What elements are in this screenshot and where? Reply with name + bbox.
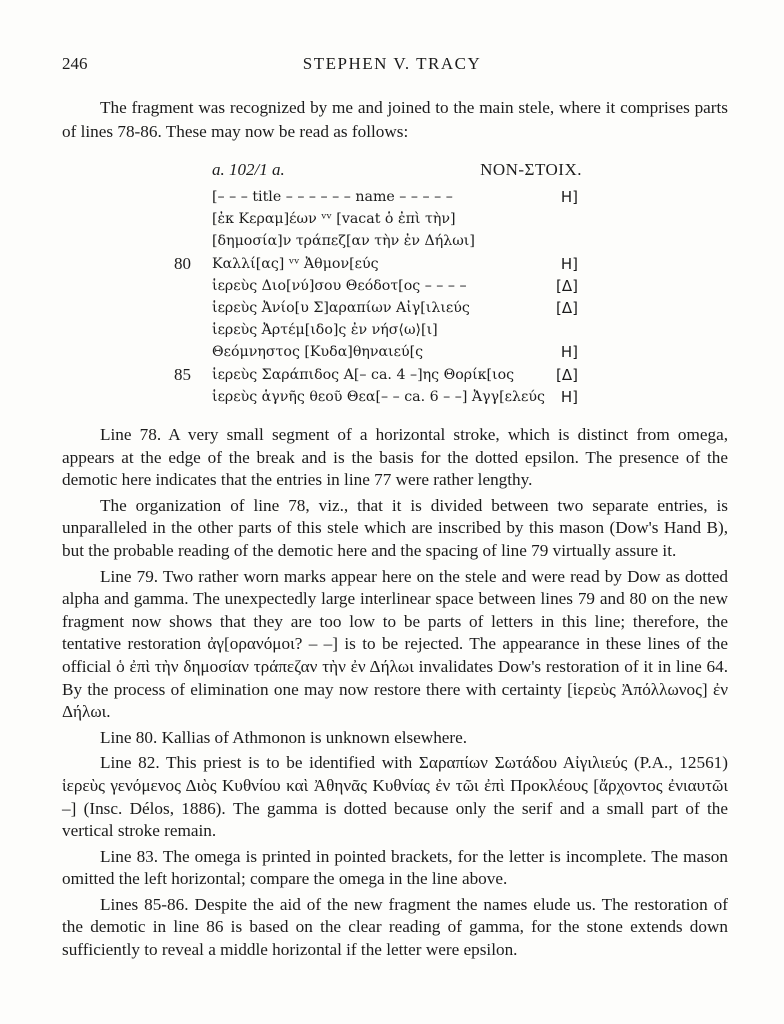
line-mark: [Δ] <box>556 276 578 295</box>
line-mark: H] <box>560 343 578 362</box>
inscription-line <box>170 386 580 408</box>
line-mark: [Δ] <box>556 365 578 384</box>
line-text: [– – – title – – – – – – name – – – – – <box>212 189 453 205</box>
line-number: 80 <box>174 253 191 273</box>
inscription-line <box>170 275 580 297</box>
inscription-line <box>170 253 580 275</box>
inscription-line <box>170 208 580 230</box>
inscription-line <box>170 364 580 386</box>
line-text: ἱερεὺς Σαράπιδος Α[– ca. 4 –]ης Θορίκ[ιος <box>212 366 515 383</box>
intro-text: The fragment was recognized by me and joined to the main stele, where it comprises parts of lines 78-86. These may now be read as follows: <box>62 98 728 141</box>
inscription-text <box>170 186 580 408</box>
inscription-heading <box>212 160 582 184</box>
line-text: [ἐκ Κεραμ]έων ᵛᵛ [vacat ὁ ἐπὶ τὴν] <box>212 211 456 228</box>
inscription-line <box>170 186 580 208</box>
line-text: Θεόμνηστος [Κυδα]θηναιεύ[ς <box>212 344 424 361</box>
line-mark: H] <box>560 387 578 406</box>
commentary-paragraph: Line 82. This priest is to be identified with Σαραπίων Σωτάδου Αἰγιλιεύς (P.A., 12561) ἱερεὺς γενόμενος Διὸς Κυθνίου καὶ Ἀθηνᾶς Κυθνίας ἐν τῶι ἐπὶ Προκλέους [ἄρχοντος ἐνιαυτῶι –] (Insc. Délos, 1886). The gamma is dotted because only the serif and a small part of the vertical stroke remain. <box>62 753 728 841</box>
inscription-line <box>170 297 580 319</box>
running-head-author: STEPHEN V. TRACY <box>302 54 482 73</box>
line-text: Καλλί[ας] ᵛᵛ Ἀθμον[εύς <box>212 255 379 272</box>
line-mark: H] <box>560 188 578 206</box>
inscription-line <box>170 341 580 363</box>
commentary-paragraph: Line 79. Two rather worn marks appear here on the stele and were read by Dow as dotted alpha and gamma. The unexpectedly large interlinear space between lines 79 and 80 on the new fragment now shows that they are too low to be parts of letters in this line; therefore, the tentative restoration ἀγ[ορανόμοι? – –] is to be rejected. The appearance in these lines of the official ὁ ἐπὶ τὴν δημοσίαν τράπεζαν τὴν ἐν Δήλωι invalidates Dow's restoration of it in line 64. By the process of elimination one may now restore there with certainty [ἱερεὺς Ἀπόλλωνος] ἐν Δήλωι. <box>62 566 728 722</box>
line-mark: H] <box>560 254 578 273</box>
line-text: ἱερεὺς Ἀρτέμ[ιδο]ς ἐν νήσ⟨ω⟩[ι] <box>212 322 438 339</box>
commentary-paragraph: Line 83. The omega is printed in pointed brackets, for the letter is incomplete. The mason omitted the left horizontal; compare the omega in the line above. <box>62 846 728 889</box>
line-text: ἱερεὺς Ἀνίο[υ Σ]αραπίων Αἰγ[ιλιεύς <box>212 299 470 316</box>
commentary <box>62 424 728 965</box>
page-number: 246 <box>62 54 88 73</box>
line-text: ἱερεὺς Διο[νύ]σου Θεόδοτ[ος – – – – <box>212 277 467 294</box>
inscription-type: NON-ΣΤΟΙΧ. <box>480 160 582 179</box>
commentary-paragraph: Line 80. Kallias of Athmonon is unknown elsewhere. <box>100 727 468 747</box>
line-text: [δημοσία]ν τράπεζ[αν τὴν ἐν Δήλωι] <box>212 233 475 250</box>
inscription-date-ref: a. 102/1 a. <box>212 160 285 179</box>
commentary-paragraph: The organization of line 78, viz., that it is divided between two separate entries, is unparalleled in the other parts of this stele which are inscribed by this mason (Dow's Hand B), but the probable reading of the demotic here and the spacing of line 79 virtually assure it. <box>62 495 728 560</box>
running-header <box>62 54 722 80</box>
intro-paragraph <box>62 96 728 144</box>
inscription-line <box>170 319 580 341</box>
inscription-line <box>170 230 580 252</box>
line-mark: [Δ] <box>556 298 578 317</box>
commentary-paragraph: Lines 85-86. Despite the aid of the new fragment the names elude us. The restoration of the demotic in line 86 is based on the clear reading of gamma, for the stone extends down sufficiently to reveal a middle horizontal if the letter were epsilon. <box>62 894 728 960</box>
line-number: 85 <box>174 364 191 384</box>
commentary-paragraph: Line 78. A very small segment of a horizontal stroke, which is distinct from omega, appears at the edge of the break and is the basis for the dotted epsilon. The presence of the demotic here indicates that the entries in line 77 were rather lengthy. <box>62 425 728 490</box>
line-text: ἱερεὺς ἁγνῆς θεοῦ Θεα[– – ca. 6 – –] Ἀγγ[ελεύς <box>212 388 545 405</box>
